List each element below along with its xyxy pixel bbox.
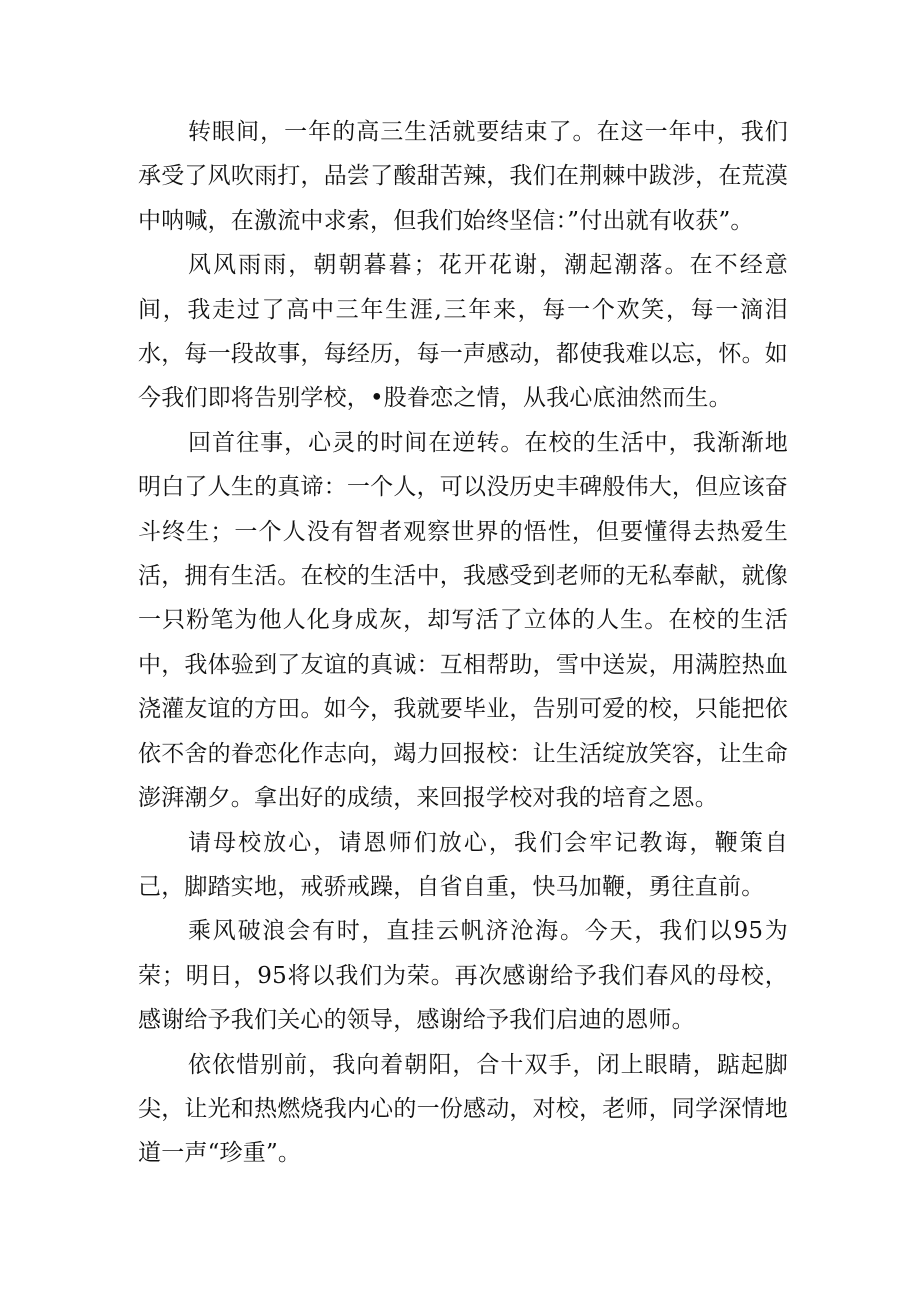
paragraph-5: 乘风破浪会有时，直挂云帆济沧海。今天，我们以95为荣；明日，95将以我们为荣。再次感谢给予我们春风的母校，感谢给予我们关心的领导，感谢给予我们启迪的恩师。 (138, 918, 788, 1034)
paragraph-6: 依依惜别前，我向着朝阳，合十双手，闭上眼睛，踮起脚尖，让光和热燃烧我内心的一份感动，对校，老师，同学深情地道一声“珍重”。 (138, 1051, 788, 1167)
paragraph-4: 请母校放心，请恩师们放心，我们会牢记教诲，鞭策自己，脚踏实地，戒骄戒躁，自省自重，快马加鞭，勇往直前。 (138, 829, 788, 900)
document-body (138, 110, 788, 1176)
paragraph-2: 风风雨雨，朝朝暮暮；花开花谢，潮起潮落。在不经意间，我走过了高中三年生涯,三年来，每一个欢笑，每一滴泪水，每一段故事，每经历，每一声感动，都使我难以忘，怀。如今我们即将告别学校，•股眷恋之情，从我心底油然而生。 (138, 252, 788, 412)
paragraph-1: 转眼间，一年的高三生活就要结束了。在这一年中，我们承受了风吹雨打，品尝了酸甜苦辣，我们在荆棘中跋涉，在荒漠中呐喊，在激流中求索，但我们始终坚信：”付出就有收获”。 (138, 119, 788, 234)
paragraph-3: 回首往事，心灵的时间在逆转。在校的生活中，我渐渐地明白了人生的真谛：一个人，可以没历史丰碑般伟大，但应该奋斗终生；一个人没有智者观察世界的悟性，但要懂得去热爱生活，拥有生活。在校的生活中，我感受到老师的无私奉献，就像一只粉笔为他人化身成灰，却写活了立体的人生。在校的生活中，我体验到了友谊的真诚：互相帮助，雪中送炭，用满腔热血浇灌友谊的方田。如今，我就要毕业，告别可爱的校，只能把依依不舍的眷恋化作志向，竭力回报校：让生活绽放笑容，让生命澎湃潮夕。拿出好的成绩，来回报学校对我的培育之恩。 (138, 429, 788, 812)
